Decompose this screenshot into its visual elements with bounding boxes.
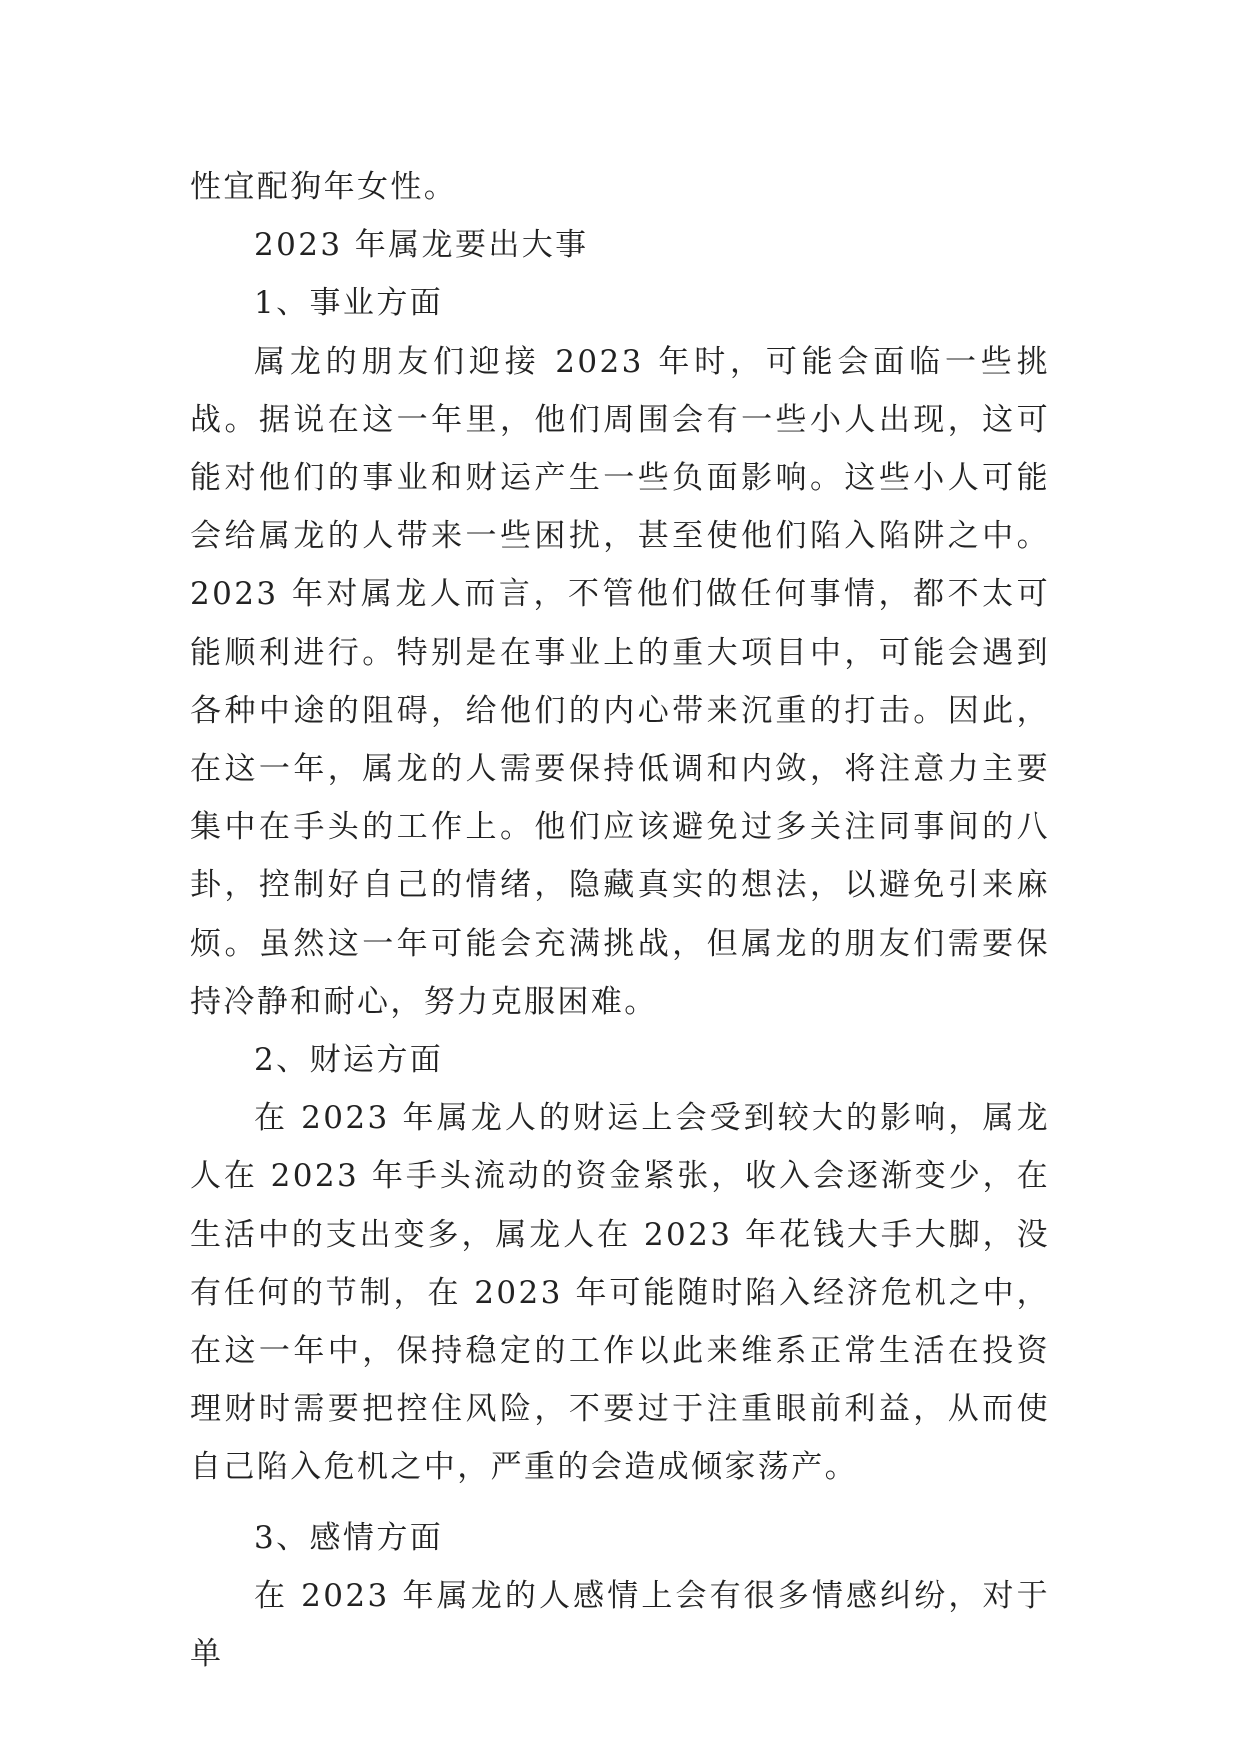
section-heading-career: 1、事业方面	[254, 285, 444, 322]
document-body	[190, 158, 1050, 1683]
paragraph-career: 属龙的朋友们迎接 2023 年时，可能会面临一些挑战。据说在这一年里，他们周围会有一些小人出现，这可能对他们的事业和财运产生一些负面影响。这些小人可能会给属龙的人带来一些困扰，甚至使他们陷入陷阱之中。2023 年对属龙人而言，不管他们做任何事情，都不太可能顺利进行。特别是在事业上的重大项目中，可能会遇到各种中途的阻碍，给他们的内心带来沉重的打击。因此，在这一年，属龙的人需要保持低调和内敛，将注意力主要集中在手头的工作上。他们应该避免过多关注同事间的八卦，控制好自己的情绪，隐藏真实的想法，以避免引来麻烦。虽然这一年可能会充满挑战，但属龙的朋友们需要保持冷静和耐心，努力克服困难。	[190, 343, 1050, 1020]
paragraph-continuation: 性宜配狗年女性。	[190, 169, 458, 205]
paragraph-love: 在 2023 年属龙的人感情上会有很多情感纠纷，对于单	[190, 1577, 1050, 1673]
paragraph-wealth: 在 2023 年属龙人的财运上会受到较大的影响，属龙人在 2023 年手头流动的资金紧张，收入会逐渐变少，在生活中的支出变多，属龙人在 2023 年花钱大手大脚，没有任何的节制，在 2023 年可能随时陷入经济危机之中，在这一年中，保持稳定的工作以此来维系正常生活在投资理财时需要把控住风险，不要过于注重眼前利益，从而使自己陷入危机之中，严重的会造成倾家荡产。	[190, 1100, 1050, 1486]
section-heading-wealth: 2、财运方面	[254, 1042, 444, 1079]
section-heading-love: 3、感情方面	[254, 1519, 444, 1556]
section-title: 2023 年属龙要出大事	[254, 227, 589, 264]
